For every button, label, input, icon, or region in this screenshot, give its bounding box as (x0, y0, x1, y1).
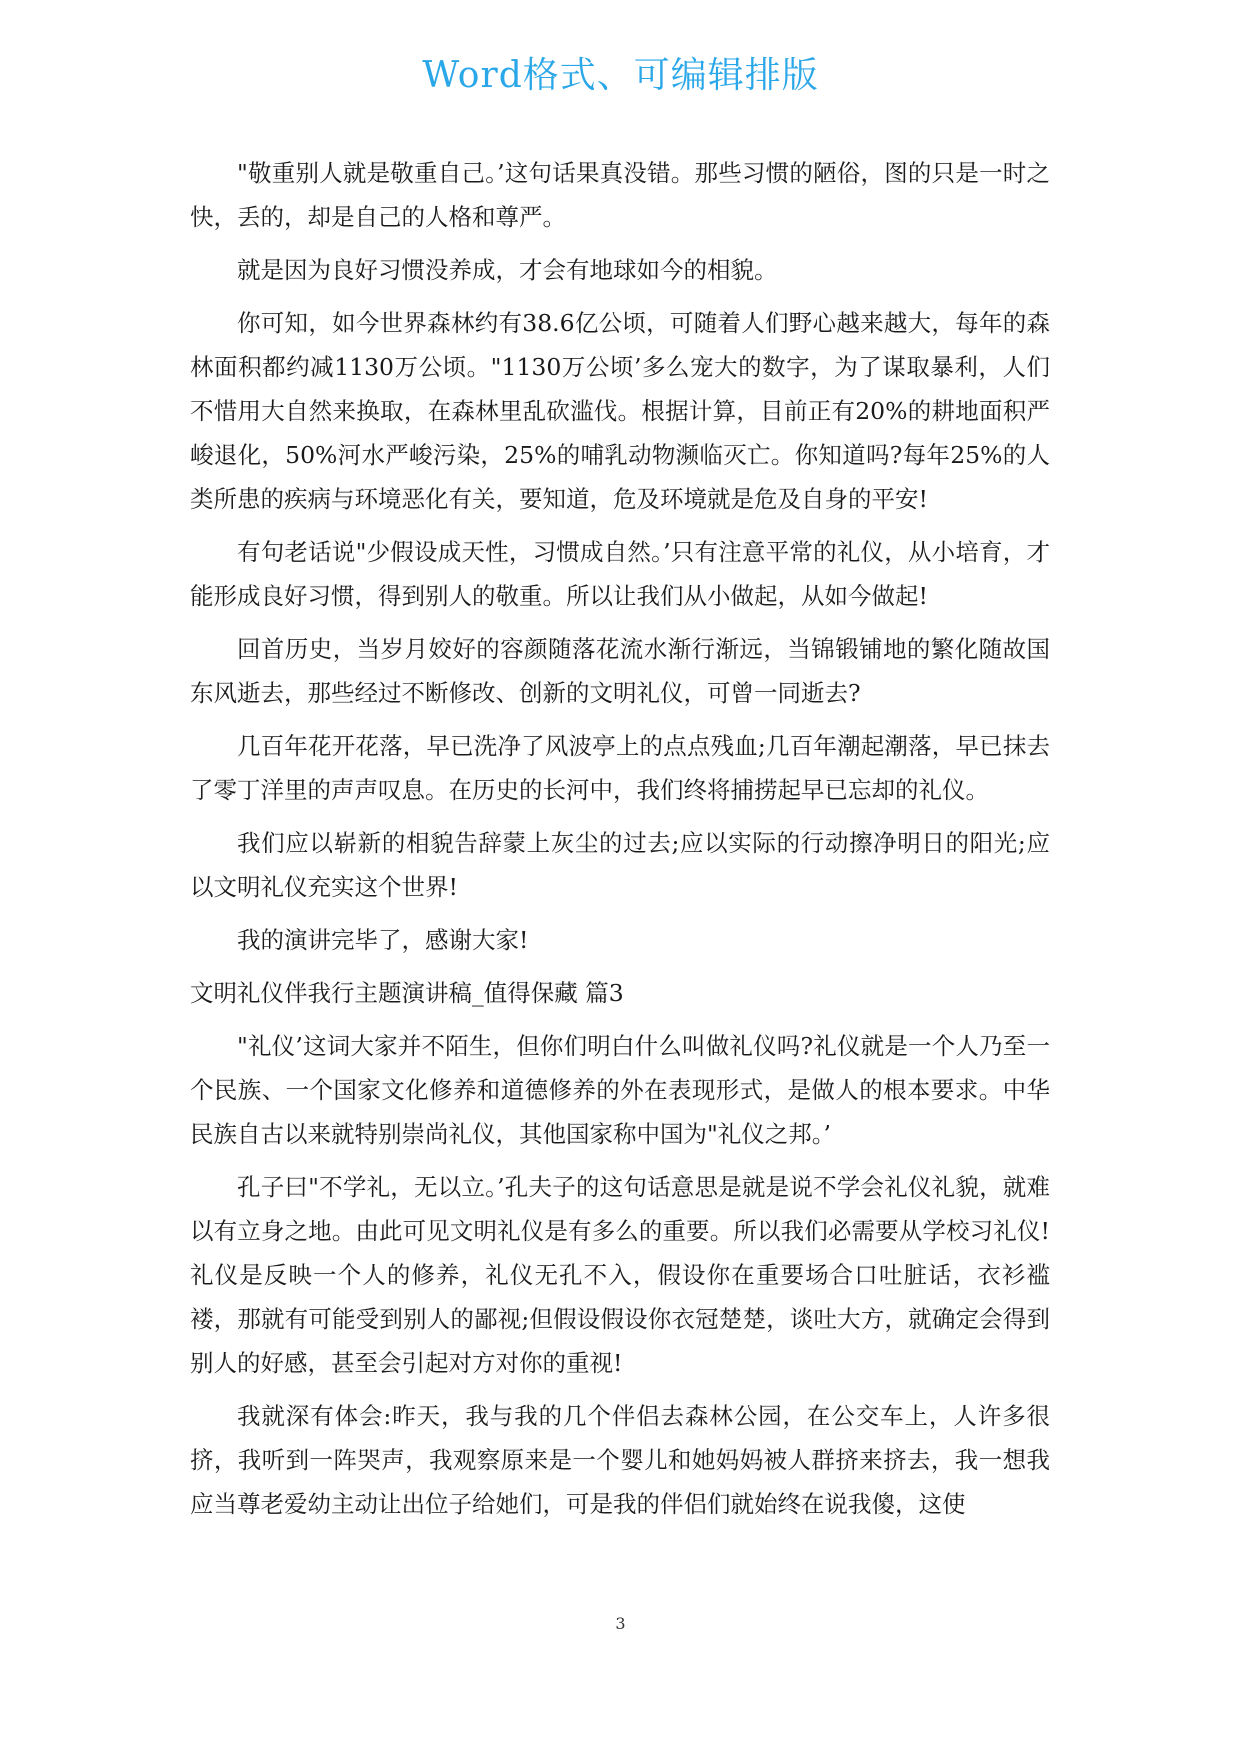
section-heading: 文明礼仪伴我行主题演讲稿_值得保藏 篇3 (190, 979, 624, 1007)
paragraph: 就是因为良好习惯没养成，才会有地球如今的相貌。 (237, 256, 778, 284)
paragraph: 我的演讲完毕了，感谢大家! (237, 926, 529, 954)
paragraph: 我就深有体会:昨天，我与我的几个伴侣去森林公园，在公交车上，人许多很挤，我听到一阵哭声，我观察原来是一个婴儿和她妈妈被人群挤来挤去，我一想我应当尊老爱幼主动让出位子给她们，可是我的伴侣们就始终在说我傻，这使 (190, 1402, 1050, 1518)
page-number: 3 (615, 1614, 626, 1633)
paragraph: 你可知，如今世界森林约有38.6亿公顷，可随着人们野心越来越大，每年的森林面积都约减1130万公顷。"1130万公顷’多么宠大的数字，为了谋取暴利，人们不惜用大自然来换取，在森林里乱砍滥伐。根据计算，目前正有20%的耕地面积严峻退化，50%河水严峻污染，25%的哺乳动物濒临灭亡。你知道吗?每年25%的人类所患的疾病与环境恶化有关，要知道，危及环境就是危及自身的平安! (190, 309, 1050, 513)
paragraph: "敬重别人就是敬重自己。’这句话果真没错。那些习惯的陋俗，图的只是一时之快，丢的，却是自己的人格和尊严。 (190, 159, 1050, 231)
document-body (190, 151, 1050, 1535)
paragraph: 有句老话说"少假设成天性，习惯成自然。’只有注意平常的礼仪，从小培育，才能形成良好习惯，得到别人的敬重。所以让我们从小做起，从如今做起! (190, 538, 1050, 610)
paragraph: 几百年花开花落，早已洗净了风波亭上的点点残血;几百年潮起潮落，早已抹去了零丁洋里的声声叹息。在历史的长河中，我们终将捕捞起早已忘却的礼仪。 (190, 732, 1050, 804)
header-title: Word格式、可编辑排版 (422, 55, 819, 96)
paragraph: 回首历史，当岁月姣好的容颜随落花流水渐行渐远，当锦锻铺地的繁化随故国东风逝去，那些经过不断修改、创新的文明礼仪，可曾一同逝去? (190, 635, 1050, 707)
paragraph: "礼仪’这词大家并不陌生，但你们明白什么叫做礼仪吗?礼仪就是一个人乃至一个民族、一个国家文化修养和道德修养的外在表现形式，是做人的根本要求。中华民族自古以来就特别崇尚礼仪，其他国家称中国为"礼仪之邦。’ (190, 1032, 1050, 1148)
paragraph: 我们应以崭新的相貌告辞蒙上灰尘的过去;应以实际的行动擦净明日的阳光;应以文明礼仪充实这个世界! (190, 829, 1050, 901)
paragraph: 孔子曰"不学礼，无以立。’孔夫子的这句话意思是就是说不学会礼仪礼貌，就难以有立身之地。由此可见文明礼仪是有多么的重要。所以我们必需要从学校习礼仪!礼仪是反映一个人的修养，礼仪无孔不入，假设你在重要场合口吐脏话，衣衫褴褛，那就有可能受到别人的鄙视;但假设假设你衣冠楚楚，谈吐大方，就确定会得到别人的好感，甚至会引起对方对你的重视! (190, 1173, 1050, 1377)
